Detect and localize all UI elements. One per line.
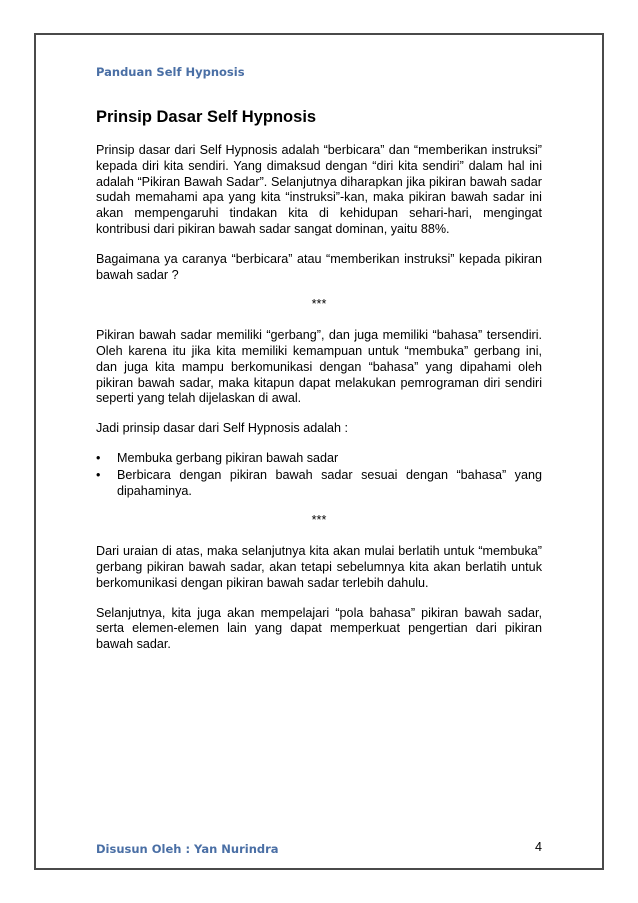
paragraph-5: Dari uraian di atas, maka selanjutnya kita akan mulai berlatih untuk “membuka” gerbang pikiran bawah sadar, akan tetapi sebelumnya kita akan berlatih untuk berkomunikasi dengan pikiran bawah sadar terlebih dahulu. (96, 544, 542, 590)
paragraph-2: Bagaimana ya caranya “berbicara” atau “memberikan instruksi” kepada pikiran bawah sadar ? (96, 251, 542, 282)
bullet-icon: • (96, 450, 101, 465)
paragraph-1: Prinsip dasar dari Self Hypnosis adalah “berbicara” dan “memberikan instruksi” kepada diri kita sendiri. Yang dimaksud dengan “diri kita sendiri” dalam hal ini adalah “Pikiran Bawah Sadar”. Selanjutnya diharapkan jika pikiran bawah sadar sudah memahami apa yang kita “instruksi”-kan, maka pikiran bawah sadar ini akan mempengaruhi tindakan kita di kehidupan sehari-hari, mengingat kontribusi dari pikiran bawah sadar sangat dominan, yaitu 88%. (96, 143, 542, 236)
list-item (96, 468, 542, 500)
bullet-icon: • (96, 467, 101, 482)
page-number: 4 (534, 840, 542, 854)
document-body (96, 143, 542, 667)
running-footer: Disusun Oleh : Yan Nurindra (96, 842, 279, 856)
bullet-list (96, 451, 542, 499)
separator-2: *** (311, 513, 327, 528)
section-title: Prinsip Dasar Self Hypnosis (96, 108, 317, 126)
list-item (96, 451, 542, 467)
separator-1: *** (311, 297, 327, 312)
list-item-text: Berbicara dengan pikiran bawah sadar sesuai dengan “bahasa” yang dipahaminya. (117, 467, 542, 498)
running-header: Panduan Self Hypnosis (96, 65, 245, 79)
paragraph-6: Selanjutnya, kita juga akan mempelajari “pola bahasa” pikiran bawah sadar, serta elemen-elemen lain yang dapat memperkuat pengertian dari pikiran bawah sadar. (96, 605, 542, 652)
paragraph-3: Pikiran bawah sadar memiliki “gerbang”, dan juga memiliki “bahasa” tersendiri. Oleh karena itu jika kita memiliki kemampuan untuk “membuka” gerbang ini, dan juga kita mampu berkomunikasi dengan “bahasa” yang dipahami oleh pikiran bawah sadar, maka kitapun dapat melakukan pemrograman diri sendiri seperti yang telah dijelaskan di awal. (96, 328, 542, 406)
paragraph-4: Jadi prinsip dasar dari Self Hypnosis adalah : (96, 421, 349, 436)
list-item-text: Membuka gerbang pikiran bawah sadar (117, 450, 339, 465)
